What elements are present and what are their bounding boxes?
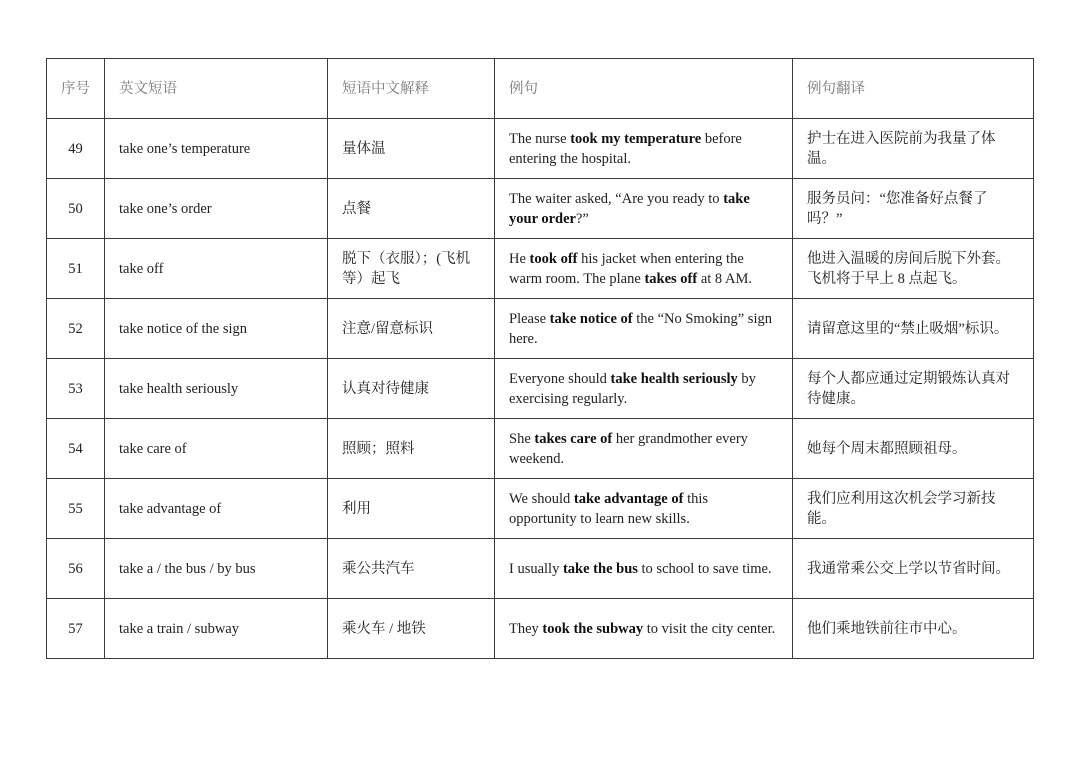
row-translation: 我通常乘公交上学以节省时间。 [793, 539, 1034, 599]
row-index: 56 [47, 539, 105, 599]
row-phrase: take one’s order [105, 179, 328, 239]
example-highlight: take notice of [549, 310, 633, 327]
example-text: Please [509, 310, 550, 327]
example-text: We should [509, 490, 574, 507]
row-index: 50 [47, 179, 105, 239]
row-translation: 他进入温暖的房间后脱下外套。飞机将于早上 8 点起飞。 [793, 239, 1034, 299]
row-translation: 她每个周末都照顾祖母。 [793, 419, 1034, 479]
row-translation: 每个人都应通过定期锻炼认真对待健康。 [793, 359, 1034, 419]
row-example [495, 239, 793, 299]
header-row [47, 59, 1034, 119]
table-row [47, 479, 1034, 539]
example-highlight: took my temperature [570, 130, 702, 147]
row-phrase: take a / the bus / by bus [105, 539, 328, 599]
row-example [495, 359, 793, 419]
example-text: the “No Smoking” sign here. [509, 310, 772, 347]
example-text: She [509, 430, 535, 447]
header-translation: 例句翻译 [793, 59, 1034, 119]
example-text: to school to save time. [637, 560, 772, 577]
row-example [495, 119, 793, 179]
row-index: 57 [47, 599, 105, 659]
row-meaning: 注意/留意标识 [328, 299, 495, 359]
row-translation: 服务员问：“您准备好点餐了吗？” [793, 179, 1034, 239]
row-translation: 他们乘地铁前往市中心。 [793, 599, 1034, 659]
row-phrase: take a train / subway [105, 599, 328, 659]
row-example [495, 599, 793, 659]
table-row [47, 179, 1034, 239]
row-example [495, 539, 793, 599]
header-meaning: 短语中文解释 [328, 59, 495, 119]
row-meaning: 认真对待健康 [328, 359, 495, 419]
row-index: 54 [47, 419, 105, 479]
row-example [495, 179, 793, 239]
row-translation: 我们应利用这次机会学习新技能。 [793, 479, 1034, 539]
example-text: ?” [576, 210, 589, 227]
example-text: this opportunity to learn new skills. [509, 490, 709, 527]
row-index: 53 [47, 359, 105, 419]
phrase-table [46, 58, 1034, 659]
example-text: her grandmother every weekend. [509, 430, 748, 467]
row-meaning: 乘公共汽车 [328, 539, 495, 599]
example-highlight: take advantage of [573, 490, 684, 507]
row-phrase: take one’s temperature [105, 119, 328, 179]
example-text: I usually [509, 560, 563, 577]
row-index: 52 [47, 299, 105, 359]
table-row [47, 359, 1034, 419]
row-phrase: take notice of the sign [105, 299, 328, 359]
table-row [47, 299, 1034, 359]
table-row [47, 539, 1034, 599]
example-text: He [509, 250, 530, 267]
table-row [47, 239, 1034, 299]
example-text: his jacket when entering the warm room. The plane [509, 250, 744, 287]
example-text: before entering the hospital. [509, 130, 742, 167]
row-phrase: take advantage of [105, 479, 328, 539]
row-index: 55 [47, 479, 105, 539]
example-highlight: take health seriously [610, 370, 738, 387]
row-meaning: 脱下（衣服）；(飞机等）起飞 [328, 239, 495, 299]
example-highlight: takes care of [534, 430, 613, 447]
row-translation: 请留意这里的“禁止吸烟”标识。 [793, 299, 1034, 359]
row-phrase: take health seriously [105, 359, 328, 419]
row-index: 51 [47, 239, 105, 299]
row-meaning: 照顾；照料 [328, 419, 495, 479]
example-highlight: takes off [644, 270, 698, 287]
row-example [495, 299, 793, 359]
header-phrase: 英文短语 [105, 59, 328, 119]
example-highlight: take the bus [562, 560, 638, 577]
header-example: 例句 [495, 59, 793, 119]
example-highlight: took off [529, 250, 578, 267]
row-meaning: 利用 [328, 479, 495, 539]
row-example [495, 419, 793, 479]
table-row [47, 419, 1034, 479]
header-index: 序号 [47, 59, 105, 119]
row-phrase: take care of [105, 419, 328, 479]
example-text: They [509, 620, 543, 637]
example-text: The nurse [509, 130, 571, 147]
example-text: The waiter asked, “Are you ready to [509, 190, 724, 207]
example-text: at 8 AM. [697, 270, 752, 287]
example-text: to visit the city center. [643, 620, 776, 637]
example-highlight: take your order [509, 190, 750, 227]
row-translation: 护士在进入医院前为我量了体温。 [793, 119, 1034, 179]
row-meaning: 点餐 [328, 179, 495, 239]
row-meaning: 乘火车 / 地铁 [328, 599, 495, 659]
example-highlight: took the subway [542, 620, 644, 637]
row-meaning: 量体温 [328, 119, 495, 179]
phrase-table-body [47, 59, 1034, 659]
row-example [495, 479, 793, 539]
example-text: Everyone should [509, 370, 611, 387]
example-text: by exercising regularly. [509, 370, 756, 407]
table-row [47, 599, 1034, 659]
row-phrase: take off [105, 239, 328, 299]
row-index: 49 [47, 119, 105, 179]
table-row [47, 119, 1034, 179]
